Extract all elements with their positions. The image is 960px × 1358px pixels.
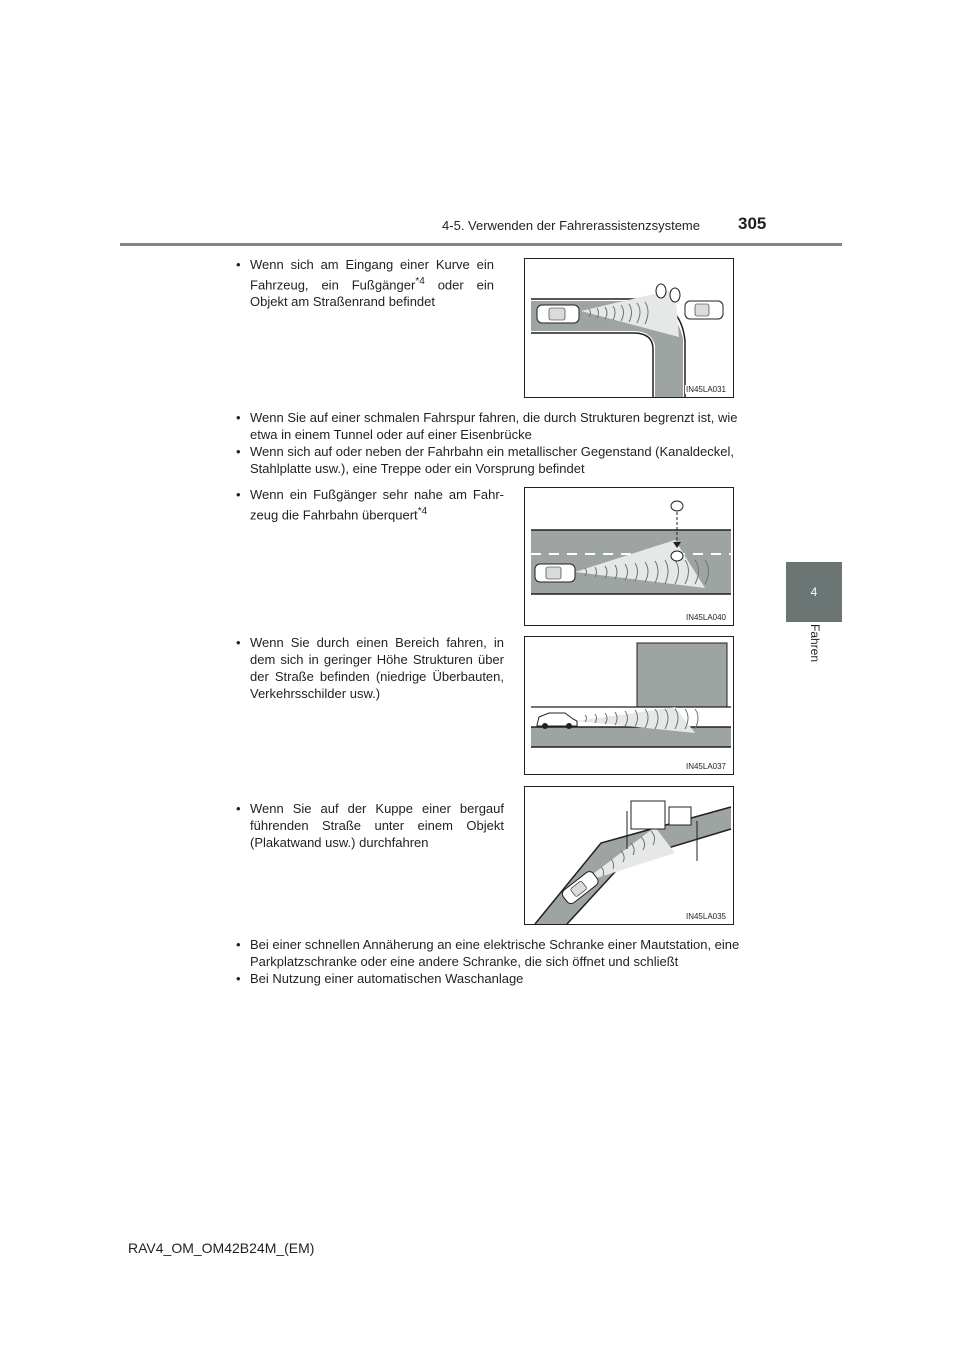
pedestrian-illustration (525, 488, 733, 625)
list-item (236, 256, 494, 310)
list-item-text: Wenn sich auf oder neben der Fahrbahn ein metallischer Gegenstand (Kanaldeckel, Stahlplatte usw.), eine Treppe oder ein Vorsprung befindet (250, 444, 734, 476)
figure-curve (524, 258, 734, 398)
header-rule (120, 243, 842, 246)
figure-pedestrian (524, 487, 734, 626)
list-item-text: Bei einer schnellen Annäherung an eine elektrische Schranke einer Mautstation, eine Parkplatzschranke oder eine andere Schranke, die sich öffnet und schließt (250, 937, 740, 969)
list-item (236, 409, 756, 443)
page-number: 305 (738, 214, 767, 233)
chapter-label: Fahren (808, 624, 822, 663)
list-item (236, 443, 756, 477)
uphill-illustration (525, 787, 733, 924)
figure-id: IN45LA031 (685, 385, 726, 394)
list-item (236, 486, 504, 523)
bullet-dot: • (236, 937, 241, 952)
list-item (236, 800, 504, 851)
curve-illustration (525, 259, 733, 397)
list-item-text: Wenn Sie auf der Kuppe einer bergauf führenden Straße unter einem Objekt (Plakatwand usw.) durchfahren (250, 801, 504, 850)
figure-id: IN45LA035 (685, 912, 726, 921)
bullet-dot: • (236, 257, 241, 272)
document-id: RAV4_OM_OM42B24M_(EM) (128, 1240, 315, 1256)
chapter-number: 4 (810, 585, 818, 599)
bullet-dot: • (236, 444, 241, 459)
footnote-mark: *4 (417, 506, 428, 517)
figure-id: IN45LA037 (685, 762, 726, 771)
list-item-text: Bei Nutzung einer automatischen Waschanlage (250, 971, 524, 986)
bullet-dot: • (236, 635, 241, 650)
figure-id: IN45LA040 (685, 613, 726, 622)
figure-low-structure (524, 636, 734, 775)
section-title: 4-5. Verwenden der Fahrerassistenzsysteme (442, 218, 700, 233)
list-item-text: Wenn sich am Eingang einer Kurve ein Fahrzeug, ein Fußgänger (250, 257, 494, 293)
bullet-dot: • (236, 410, 241, 425)
figure-uphill (524, 786, 734, 925)
list-item-text: Wenn Sie durch einen Bereich fahren, in dem sich in geringer Höhe Strukturen über der Straße befinden (niedrige Überbauten, Verkehrsschilder usw.) (250, 635, 504, 701)
bullet-dot: • (236, 971, 241, 986)
footnote-mark: *4 (415, 276, 425, 287)
list-item-text: Wenn ein Fußgänger sehr nahe am Fahrzeug die Fahrbahn überquert (250, 487, 504, 523)
list-item (236, 970, 756, 987)
list-item (236, 936, 756, 970)
bullet-dot: • (236, 801, 241, 816)
list-item (236, 634, 504, 702)
list-item-text-tail: oder ein Objekt am Straßenrand befindet (250, 277, 494, 310)
overpass-illustration (525, 637, 733, 774)
list-item-text: Wenn Sie auf einer schmalen Fahrspur fahren, die durch Strukturen begrenzt ist, wie etwa in einem Tunnel oder auf einer Eisenbrücke (250, 410, 738, 442)
chapter-tab[interactable] (786, 562, 842, 622)
bullet-dot: • (236, 487, 241, 502)
